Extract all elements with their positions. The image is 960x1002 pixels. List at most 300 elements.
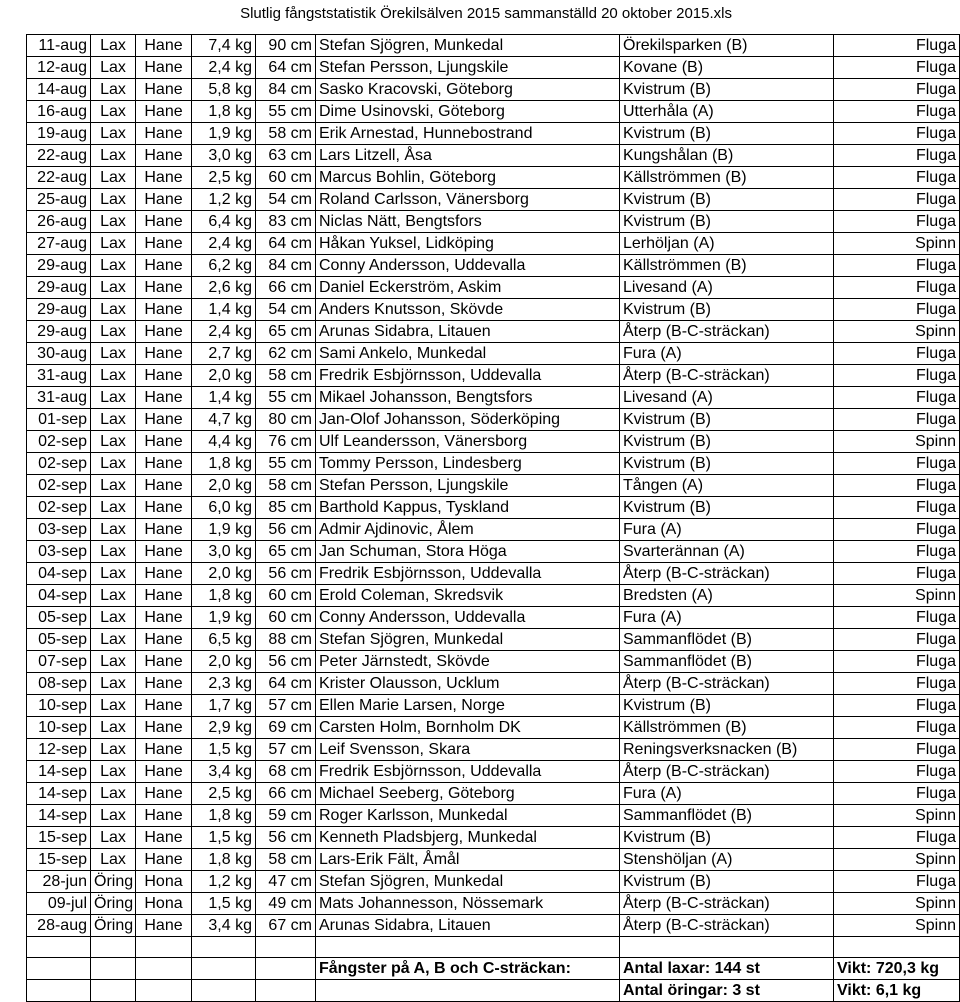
date-cell: 29-aug	[27, 277, 91, 299]
date-cell: 05-sep	[27, 607, 91, 629]
length-cell: 66 cm	[256, 783, 316, 805]
location-cell: Källströmmen (B)	[620, 255, 834, 277]
location-cell: Utterhåla (A)	[620, 101, 834, 123]
date-cell: 22-aug	[27, 167, 91, 189]
angler-cell: Marcus Bohlin, Göteborg	[316, 167, 620, 189]
length-cell: 60 cm	[256, 607, 316, 629]
angler-cell: Erik Arnestad, Hunnebostrand	[316, 123, 620, 145]
weight-cell: 2,6 kg	[192, 277, 256, 299]
method-cell: Fluga	[834, 277, 960, 299]
length-cell: 58 cm	[256, 849, 316, 871]
weight-cell: 2,4 kg	[192, 321, 256, 343]
species-cell: Lax	[91, 57, 136, 79]
species-cell: Lax	[91, 321, 136, 343]
length-cell: 84 cm	[256, 79, 316, 101]
method-cell: Fluga	[834, 211, 960, 233]
summary-row-trout	[27, 980, 960, 1002]
sex-cell: Hane	[136, 409, 192, 431]
method-cell: Fluga	[834, 409, 960, 431]
table-row	[27, 607, 960, 629]
species-cell: Lax	[91, 145, 136, 167]
sex-cell: Hane	[136, 431, 192, 453]
table-row	[27, 519, 960, 541]
sex-cell: Hane	[136, 761, 192, 783]
species-cell: Öring	[91, 871, 136, 893]
weight-cell: 5,8 kg	[192, 79, 256, 101]
table-row	[27, 189, 960, 211]
length-cell: 58 cm	[256, 123, 316, 145]
location-cell: Återp (B-C-sträckan)	[620, 893, 834, 915]
table-row	[27, 849, 960, 871]
date-cell: 30-aug	[27, 343, 91, 365]
date-cell: 15-sep	[27, 827, 91, 849]
method-cell: Fluga	[834, 827, 960, 849]
method-cell: Fluga	[834, 167, 960, 189]
table-row	[27, 123, 960, 145]
location-cell: Kvistrum (B)	[620, 79, 834, 101]
weight-cell: 2,5 kg	[192, 783, 256, 805]
date-cell: 16-aug	[27, 101, 91, 123]
method-cell: Fluga	[834, 343, 960, 365]
method-cell: Fluga	[834, 761, 960, 783]
location-cell: Kvistrum (B)	[620, 211, 834, 233]
table-row	[27, 563, 960, 585]
table-row	[27, 651, 960, 673]
sex-cell: Hane	[136, 915, 192, 937]
method-cell: Fluga	[834, 475, 960, 497]
species-cell: Lax	[91, 739, 136, 761]
method-cell: Fluga	[834, 189, 960, 211]
date-cell: 04-sep	[27, 563, 91, 585]
table-row	[27, 409, 960, 431]
date-cell: 11-aug	[27, 35, 91, 57]
weight-cell: 2,9 kg	[192, 717, 256, 739]
species-cell: Lax	[91, 673, 136, 695]
angler-cell: Jan-Olof Johansson, Söderköping	[316, 409, 620, 431]
salmon-weight: Vikt: 720,3 kg	[834, 958, 960, 980]
location-cell: Kvistrum (B)	[620, 827, 834, 849]
species-cell: Lax	[91, 629, 136, 651]
length-cell: 85 cm	[256, 497, 316, 519]
species-cell: Öring	[91, 893, 136, 915]
date-cell: 14-sep	[27, 761, 91, 783]
angler-cell: Arunas Sidabra, Litauen	[316, 915, 620, 937]
angler-cell: Jan Schuman, Stora Höga	[316, 541, 620, 563]
salmon-count: Antal laxar: 144 st	[620, 958, 834, 980]
length-cell: 62 cm	[256, 343, 316, 365]
angler-cell: Ulf Leandersson, Vänersborg	[316, 431, 620, 453]
weight-cell: 2,0 kg	[192, 365, 256, 387]
weight-cell: 3,0 kg	[192, 145, 256, 167]
length-cell: 68 cm	[256, 761, 316, 783]
angler-cell: Roland Carlsson, Vänersborg	[316, 189, 620, 211]
species-cell: Lax	[91, 651, 136, 673]
angler-cell: Barthold Kappus, Tyskland	[316, 497, 620, 519]
length-cell: 58 cm	[256, 365, 316, 387]
sex-cell: Hane	[136, 849, 192, 871]
table-row	[27, 431, 960, 453]
method-cell: Fluga	[834, 497, 960, 519]
table-row	[27, 57, 960, 79]
weight-cell: 6,4 kg	[192, 211, 256, 233]
length-cell: 55 cm	[256, 101, 316, 123]
sex-cell: Hane	[136, 827, 192, 849]
species-cell: Lax	[91, 387, 136, 409]
date-cell: 14-aug	[27, 79, 91, 101]
method-cell: Fluga	[834, 695, 960, 717]
species-cell: Lax	[91, 717, 136, 739]
location-cell: Återp (B-C-sträckan)	[620, 321, 834, 343]
location-cell: Sammanflödet (B)	[620, 651, 834, 673]
trout-count: Antal öringar: 3 st	[620, 980, 834, 1002]
length-cell: 56 cm	[256, 651, 316, 673]
sex-cell: Hane	[136, 167, 192, 189]
table-row	[27, 541, 960, 563]
sex-cell: Hona	[136, 893, 192, 915]
weight-cell: 6,5 kg	[192, 629, 256, 651]
location-cell: Örekilsparken (B)	[620, 35, 834, 57]
method-cell: Spinn	[834, 431, 960, 453]
angler-cell: Dime Usinovski, Göteborg	[316, 101, 620, 123]
table-row	[27, 475, 960, 497]
location-cell: Bredsten (A)	[620, 585, 834, 607]
date-cell: 14-sep	[27, 805, 91, 827]
angler-cell: Lars Litzell, Åsa	[316, 145, 620, 167]
species-cell: Lax	[91, 255, 136, 277]
weight-cell: 1,4 kg	[192, 299, 256, 321]
method-cell: Fluga	[834, 255, 960, 277]
length-cell: 56 cm	[256, 563, 316, 585]
table-row	[27, 35, 960, 57]
length-cell: 58 cm	[256, 475, 316, 497]
method-cell: Fluga	[834, 101, 960, 123]
weight-cell: 2,0 kg	[192, 475, 256, 497]
location-cell: Reningsverksnacken (B)	[620, 739, 834, 761]
species-cell: Lax	[91, 211, 136, 233]
location-cell: Stenshöljan (A)	[620, 849, 834, 871]
table-row	[27, 167, 960, 189]
sex-cell: Hane	[136, 607, 192, 629]
date-cell: 29-aug	[27, 255, 91, 277]
location-cell: Fura (A)	[620, 343, 834, 365]
length-cell: 84 cm	[256, 255, 316, 277]
angler-cell: Tommy Persson, Lindesberg	[316, 453, 620, 475]
table-row	[27, 783, 960, 805]
weight-cell: 1,5 kg	[192, 739, 256, 761]
length-cell: 66 cm	[256, 277, 316, 299]
sex-cell: Hane	[136, 783, 192, 805]
species-cell: Lax	[91, 761, 136, 783]
date-cell: 15-sep	[27, 849, 91, 871]
species-cell: Lax	[91, 519, 136, 541]
weight-cell: 1,8 kg	[192, 805, 256, 827]
angler-cell: Anders Knutsson, Skövde	[316, 299, 620, 321]
table-row	[27, 233, 960, 255]
species-cell: Lax	[91, 607, 136, 629]
length-cell: 76 cm	[256, 431, 316, 453]
angler-cell: Lars-Erik Fält, Åmål	[316, 849, 620, 871]
date-cell: 29-aug	[27, 299, 91, 321]
date-cell: 26-aug	[27, 211, 91, 233]
date-cell: 19-aug	[27, 123, 91, 145]
table-row	[27, 827, 960, 849]
weight-cell: 1,4 kg	[192, 387, 256, 409]
method-cell: Spinn	[834, 585, 960, 607]
table-row	[27, 211, 960, 233]
location-cell: Fura (A)	[620, 783, 834, 805]
species-cell: Lax	[91, 563, 136, 585]
method-cell: Fluga	[834, 673, 960, 695]
date-cell: 03-sep	[27, 519, 91, 541]
date-cell: 14-sep	[27, 783, 91, 805]
table-row	[27, 629, 960, 651]
date-cell: 02-sep	[27, 475, 91, 497]
species-cell: Lax	[91, 167, 136, 189]
table-row	[27, 101, 960, 123]
method-cell: Fluga	[834, 299, 960, 321]
angler-cell: Erold Coleman, Skredsvik	[316, 585, 620, 607]
length-cell: 54 cm	[256, 189, 316, 211]
weight-cell: 2,0 kg	[192, 651, 256, 673]
location-cell: Kvistrum (B)	[620, 189, 834, 211]
method-cell: Spinn	[834, 893, 960, 915]
weight-cell: 1,9 kg	[192, 607, 256, 629]
date-cell: 10-sep	[27, 717, 91, 739]
sex-cell: Hane	[136, 101, 192, 123]
method-cell: Fluga	[834, 123, 960, 145]
weight-cell: 1,8 kg	[192, 849, 256, 871]
sex-cell: Hane	[136, 651, 192, 673]
date-cell: 08-sep	[27, 673, 91, 695]
weight-cell: 4,4 kg	[192, 431, 256, 453]
angler-cell: Conny Andersson, Uddevalla	[316, 255, 620, 277]
sex-cell: Hane	[136, 541, 192, 563]
sex-cell: Hane	[136, 497, 192, 519]
angler-cell: Stefan Sjögren, Munkedal	[316, 871, 620, 893]
table-row	[27, 453, 960, 475]
table-row	[27, 79, 960, 101]
sex-cell: Hane	[136, 453, 192, 475]
date-cell: 29-aug	[27, 321, 91, 343]
method-cell: Fluga	[834, 35, 960, 57]
species-cell: Öring	[91, 915, 136, 937]
sex-cell: Hane	[136, 629, 192, 651]
date-cell: 28-jun	[27, 871, 91, 893]
method-cell: Spinn	[834, 805, 960, 827]
length-cell: 56 cm	[256, 519, 316, 541]
species-cell: Lax	[91, 35, 136, 57]
species-cell: Lax	[91, 541, 136, 563]
weight-cell: 2,0 kg	[192, 563, 256, 585]
location-cell: Kvistrum (B)	[620, 409, 834, 431]
length-cell: 60 cm	[256, 167, 316, 189]
angler-cell: Daniel Eckerström, Askim	[316, 277, 620, 299]
angler-cell: Sasko Kracovski, Göteborg	[316, 79, 620, 101]
blank-row	[27, 937, 960, 958]
sex-cell: Hane	[136, 387, 192, 409]
length-cell: 64 cm	[256, 57, 316, 79]
table-row	[27, 585, 960, 607]
sex-cell: Hane	[136, 321, 192, 343]
sex-cell: Hane	[136, 189, 192, 211]
location-cell: Återp (B-C-sträckan)	[620, 915, 834, 937]
date-cell: 03-sep	[27, 541, 91, 563]
table-row	[27, 343, 960, 365]
angler-cell: Michael Seeberg, Göteborg	[316, 783, 620, 805]
weight-cell: 1,5 kg	[192, 893, 256, 915]
angler-cell: Roger Karlsson, Munkedal	[316, 805, 620, 827]
species-cell: Lax	[91, 431, 136, 453]
length-cell: 65 cm	[256, 541, 316, 563]
sex-cell: Hane	[136, 343, 192, 365]
length-cell: 83 cm	[256, 211, 316, 233]
date-cell: 31-aug	[27, 365, 91, 387]
species-cell: Lax	[91, 827, 136, 849]
angler-cell: Stefan Sjögren, Munkedal	[316, 629, 620, 651]
weight-cell: 1,8 kg	[192, 453, 256, 475]
sex-cell: Hona	[136, 871, 192, 893]
species-cell: Lax	[91, 497, 136, 519]
trout-weight: Vikt: 6,1 kg	[834, 980, 960, 1002]
location-cell: Källströmmen (B)	[620, 717, 834, 739]
length-cell: 55 cm	[256, 453, 316, 475]
length-cell: 55 cm	[256, 387, 316, 409]
catch-table	[26, 34, 960, 1002]
date-cell: 05-sep	[27, 629, 91, 651]
date-cell: 02-sep	[27, 497, 91, 519]
location-cell: Fura (A)	[620, 607, 834, 629]
sex-cell: Hane	[136, 563, 192, 585]
sheet-title: Slutlig fångststatistik Örekilsälven 2015 sammanställd 20 oktober 2015.xls	[240, 5, 732, 22]
angler-cell: Conny Andersson, Uddevalla	[316, 607, 620, 629]
sex-cell: Hane	[136, 145, 192, 167]
species-cell: Lax	[91, 365, 136, 387]
date-cell: 12-aug	[27, 57, 91, 79]
angler-cell: Stefan Sjögren, Munkedal	[316, 35, 620, 57]
method-cell: Fluga	[834, 717, 960, 739]
length-cell: 64 cm	[256, 673, 316, 695]
angler-cell: Kenneth Pladsbjerg, Munkedal	[316, 827, 620, 849]
table-row	[27, 277, 960, 299]
angler-cell: Fredrik Esbjörnsson, Uddevalla	[316, 563, 620, 585]
date-cell: 07-sep	[27, 651, 91, 673]
weight-cell: 2,4 kg	[192, 57, 256, 79]
method-cell: Fluga	[834, 871, 960, 893]
location-cell: Kvistrum (B)	[620, 695, 834, 717]
summary-row-salmon	[27, 958, 960, 980]
method-cell: Fluga	[834, 629, 960, 651]
location-cell: Återp (B-C-sträckan)	[620, 365, 834, 387]
weight-cell: 2,3 kg	[192, 673, 256, 695]
sex-cell: Hane	[136, 365, 192, 387]
weight-cell: 6,0 kg	[192, 497, 256, 519]
method-cell: Fluga	[834, 541, 960, 563]
method-cell: Fluga	[834, 79, 960, 101]
sex-cell: Hane	[136, 695, 192, 717]
weight-cell: 1,8 kg	[192, 101, 256, 123]
table-row	[27, 255, 960, 277]
location-cell: Sammanflödet (B)	[620, 805, 834, 827]
length-cell: 67 cm	[256, 915, 316, 937]
method-cell: Fluga	[834, 563, 960, 585]
method-cell: Spinn	[834, 849, 960, 871]
method-cell: Fluga	[834, 607, 960, 629]
length-cell: 69 cm	[256, 717, 316, 739]
summary-label: Fångster på A, B och C-sträckan:	[316, 958, 620, 980]
table-row	[27, 717, 960, 739]
location-cell: Kungshålan (B)	[620, 145, 834, 167]
location-cell: Kvistrum (B)	[620, 497, 834, 519]
length-cell: 56 cm	[256, 827, 316, 849]
weight-cell: 1,9 kg	[192, 123, 256, 145]
method-cell: Fluga	[834, 519, 960, 541]
length-cell: 65 cm	[256, 321, 316, 343]
date-cell: 02-sep	[27, 453, 91, 475]
weight-cell: 2,4 kg	[192, 233, 256, 255]
angler-cell: Stefan Persson, Ljungskile	[316, 475, 620, 497]
length-cell: 90 cm	[256, 35, 316, 57]
species-cell: Lax	[91, 409, 136, 431]
location-cell: Livesand (A)	[620, 387, 834, 409]
weight-cell: 2,7 kg	[192, 343, 256, 365]
location-cell: Kovane (B)	[620, 57, 834, 79]
date-cell: 10-sep	[27, 695, 91, 717]
method-cell: Spinn	[834, 321, 960, 343]
location-cell: Kvistrum (B)	[620, 453, 834, 475]
sex-cell: Hane	[136, 35, 192, 57]
angler-cell: Fredrik Esbjörnsson, Uddevalla	[316, 761, 620, 783]
sex-cell: Hane	[136, 277, 192, 299]
weight-cell: 1,7 kg	[192, 695, 256, 717]
method-cell: Fluga	[834, 365, 960, 387]
species-cell: Lax	[91, 79, 136, 101]
sex-cell: Hane	[136, 211, 192, 233]
sex-cell: Hane	[136, 805, 192, 827]
table-row	[27, 321, 960, 343]
length-cell: 60 cm	[256, 585, 316, 607]
table-row	[27, 739, 960, 761]
table-row	[27, 915, 960, 937]
angler-cell: Mats Johannesson, Nössemark	[316, 893, 620, 915]
date-cell: 09-jul	[27, 893, 91, 915]
location-cell: Återp (B-C-sträckan)	[620, 761, 834, 783]
date-cell: 25-aug	[27, 189, 91, 211]
weight-cell: 3,0 kg	[192, 541, 256, 563]
table-row	[27, 673, 960, 695]
sex-cell: Hane	[136, 299, 192, 321]
length-cell: 57 cm	[256, 739, 316, 761]
location-cell: Livesand (A)	[620, 277, 834, 299]
method-cell: Fluga	[834, 651, 960, 673]
species-cell: Lax	[91, 123, 136, 145]
weight-cell: 6,2 kg	[192, 255, 256, 277]
weight-cell: 3,4 kg	[192, 761, 256, 783]
method-cell: Fluga	[834, 145, 960, 167]
sex-cell: Hane	[136, 673, 192, 695]
table-row	[27, 893, 960, 915]
method-cell: Spinn	[834, 233, 960, 255]
table-row	[27, 871, 960, 893]
species-cell: Lax	[91, 101, 136, 123]
angler-cell: Ellen Marie Larsen, Norge	[316, 695, 620, 717]
weight-cell: 1,2 kg	[192, 871, 256, 893]
species-cell: Lax	[91, 299, 136, 321]
angler-cell: Niclas Nätt, Bengtsfors	[316, 211, 620, 233]
weight-cell: 3,4 kg	[192, 915, 256, 937]
weight-cell: 7,4 kg	[192, 35, 256, 57]
species-cell: Lax	[91, 453, 136, 475]
angler-cell: Leif Svensson, Skara	[316, 739, 620, 761]
